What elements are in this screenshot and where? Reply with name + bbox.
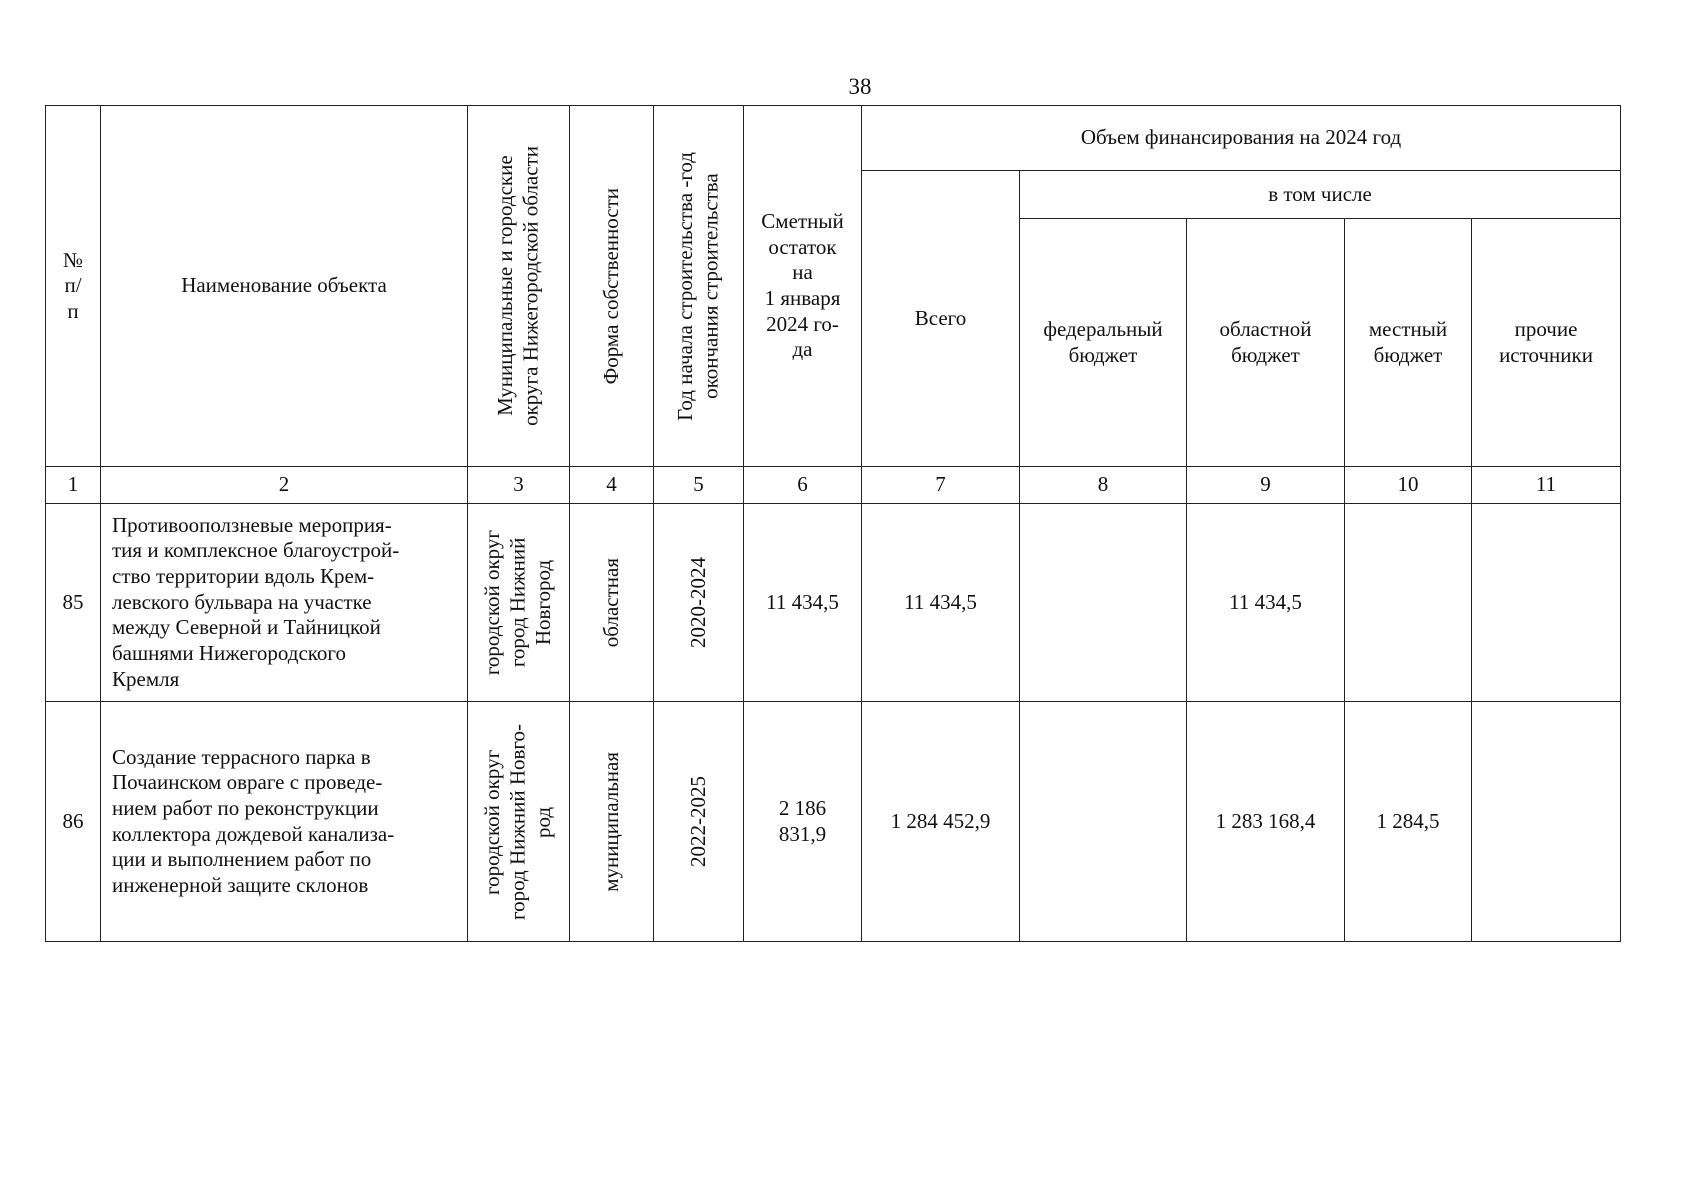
header-other-sources: прочие источники bbox=[1472, 219, 1621, 467]
object-name: Противооползневые мероприя- тия и комплексное благоустрой- ство территории вдоль Крем- левского бульвара на участке между Северной и Тайницкой башнями Нижегородского Кремля bbox=[101, 504, 468, 702]
page-number: 38 bbox=[848, 74, 872, 99]
header-regional-budget: областной бюджет bbox=[1187, 219, 1345, 467]
column-number: 7 bbox=[862, 467, 1020, 504]
header-federal-budget: федеральный бюджет bbox=[1020, 219, 1187, 467]
table-row bbox=[46, 702, 1621, 942]
construction-years: 2022-2025 bbox=[654, 702, 744, 942]
federal-budget bbox=[1020, 504, 1187, 702]
column-number-row bbox=[46, 467, 1621, 504]
header-construction-years: Год начала строительства -год окончания строительства bbox=[654, 106, 744, 467]
header-total: Всего bbox=[862, 171, 1020, 467]
header-municipality: Муниципальные и городские округа Нижегородской области bbox=[468, 106, 570, 467]
local-budget: 1 284,5 bbox=[1345, 702, 1472, 942]
column-number: 5 bbox=[654, 467, 744, 504]
row-number: 86 bbox=[46, 702, 101, 942]
financing-table bbox=[45, 105, 1621, 942]
column-number: 6 bbox=[744, 467, 862, 504]
table-row bbox=[46, 504, 1621, 702]
column-number: 10 bbox=[1345, 467, 1472, 504]
header-funding-group: Объем финансирования на 2024 год bbox=[862, 106, 1621, 171]
header-estimate-balance: Сметный остаток на 1 января 2024 го- да bbox=[744, 106, 862, 467]
header-number: № п/ п bbox=[46, 106, 101, 467]
column-number: 1 bbox=[46, 467, 101, 504]
estimate-balance: 11 434,5 bbox=[744, 504, 862, 702]
column-number: 11 bbox=[1472, 467, 1621, 504]
object-name: Создание террасного парка в Почаинском овраге с проведе- нием работ по реконструкции коллектора дождевой канализа- ции и выполнением работ по инженерной защите склонов bbox=[101, 702, 468, 942]
funding-total: 1 284 452,9 bbox=[862, 702, 1020, 942]
header-including-group: в том числе bbox=[1020, 171, 1621, 219]
ownership-form: муниципальная bbox=[570, 702, 654, 942]
other-sources bbox=[1472, 702, 1621, 942]
column-number: 9 bbox=[1187, 467, 1345, 504]
column-number: 2 bbox=[101, 467, 468, 504]
column-number: 4 bbox=[570, 467, 654, 504]
federal-budget bbox=[1020, 702, 1187, 942]
header-object-name: Наименование объекта bbox=[101, 106, 468, 467]
other-sources bbox=[1472, 504, 1621, 702]
header-ownership: Форма собственности bbox=[570, 106, 654, 467]
municipality: городской округ город Нижний Новго- род bbox=[468, 702, 570, 942]
header-local-budget: местный бюджет bbox=[1345, 219, 1472, 467]
estimate-balance: 2 186 831,9 bbox=[744, 702, 862, 942]
column-number: 8 bbox=[1020, 467, 1187, 504]
construction-years: 2020-2024 bbox=[654, 504, 744, 702]
header-row-1 bbox=[46, 106, 1621, 171]
row-number: 85 bbox=[46, 504, 101, 702]
regional-budget: 1 283 168,4 bbox=[1187, 702, 1345, 942]
local-budget bbox=[1345, 504, 1472, 702]
ownership-form: областная bbox=[570, 504, 654, 702]
municipality: городской округ город Нижний Новгород bbox=[468, 504, 570, 702]
regional-budget: 11 434,5 bbox=[1187, 504, 1345, 702]
column-number: 3 bbox=[468, 467, 570, 504]
funding-total: 11 434,5 bbox=[862, 504, 1020, 702]
